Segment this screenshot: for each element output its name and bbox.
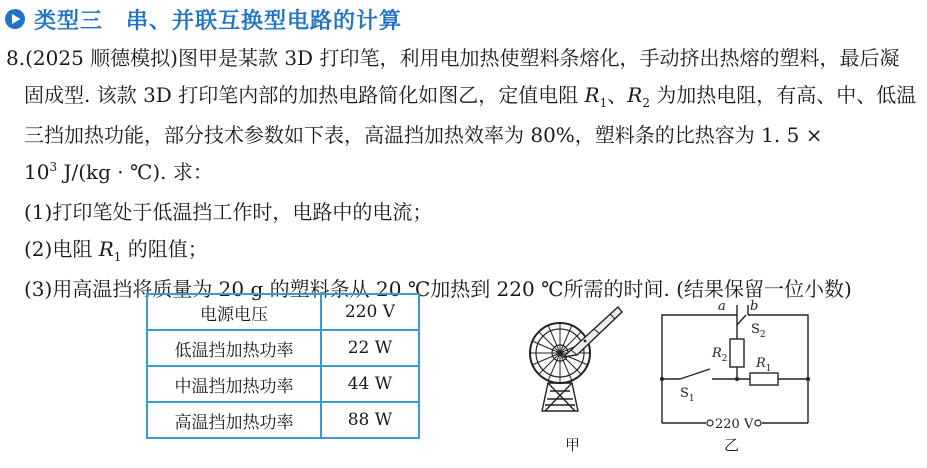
table-row (147, 294, 419, 330)
problem-line-2: 固成型. 该款 3D 打印笔内部的加热电路简化如图乙，定值电阻 $R_1$、$R_2$ 为加热电阻，有高、中、低温 (24, 83, 917, 110)
pen-figure (514, 295, 624, 415)
problem-line-3: 三挡加热功能，部分技术参数如下表，高温挡加热效率为 80%，塑料条的比热容为 1. 5 × (24, 123, 823, 147)
switch-s2-label: $S_2$ (751, 322, 766, 340)
switch-s1-label: $S_1$ (680, 386, 695, 404)
parameter-value: 22 W (321, 330, 419, 366)
question-1: (1)打印笔处于低温挡工作时，电路中的电流； (24, 200, 433, 224)
circuit-diagram (650, 295, 820, 435)
stand (542, 383, 578, 411)
problem-source: (2025 顺德模拟) (25, 46, 178, 70)
problem-number: 8. (6, 46, 26, 70)
supply-voltage-label: 220 V (715, 417, 754, 432)
resistor-r2-label: $R_2$ (712, 346, 728, 364)
parameter-name: 中温挡加热功率 (147, 366, 321, 402)
node-b-label: b (750, 299, 759, 314)
question-3: (3)用高温挡将质量为 20 g 的塑料条从 20 ℃加热到 220 ℃所需的时间. (结果保留一位小数) (24, 277, 852, 301)
table-row (147, 402, 419, 438)
r1-symbol: R (584, 83, 600, 107)
parameter-value: 88 W (321, 402, 419, 438)
question-2: (2)电阻 $R_1$ 的阻值； (24, 237, 208, 264)
parameter-value: 220 V (321, 294, 419, 330)
table-row (147, 330, 419, 366)
section-title: 类型三 串、并联互换型电路的计算 (34, 8, 403, 34)
resistor-r1-label: $R_1$ (756, 356, 772, 374)
section-header (4, 4, 402, 34)
problem-line-1: 8.(2025 顺德模拟)图甲是某款 3D 打印笔，利用电加热使塑料条熔化，手动挤出热熔的塑料，最后凝 (6, 46, 900, 70)
table-row (147, 366, 419, 402)
parameter-name: 低温挡加热功率 (147, 330, 321, 366)
parameter-value: 44 W (321, 366, 419, 402)
circuit-figure-label: 乙 (724, 436, 740, 454)
problem-line-4: $10^3$ J/(kg · ℃). 求： (24, 160, 213, 184)
spool-wheel (530, 323, 590, 383)
play-circle-icon (4, 8, 26, 30)
parameter-name: 高温挡加热功率 (147, 402, 321, 438)
parameter-name: 电源电压 (147, 294, 321, 330)
switch-s2-blade (737, 315, 746, 325)
node-a-label: a (718, 299, 726, 314)
parameter-table (146, 293, 420, 439)
r2-symbol: R (627, 83, 643, 107)
pen-figure-label: 甲 (565, 436, 581, 454)
problem-text (6, 40, 918, 308)
